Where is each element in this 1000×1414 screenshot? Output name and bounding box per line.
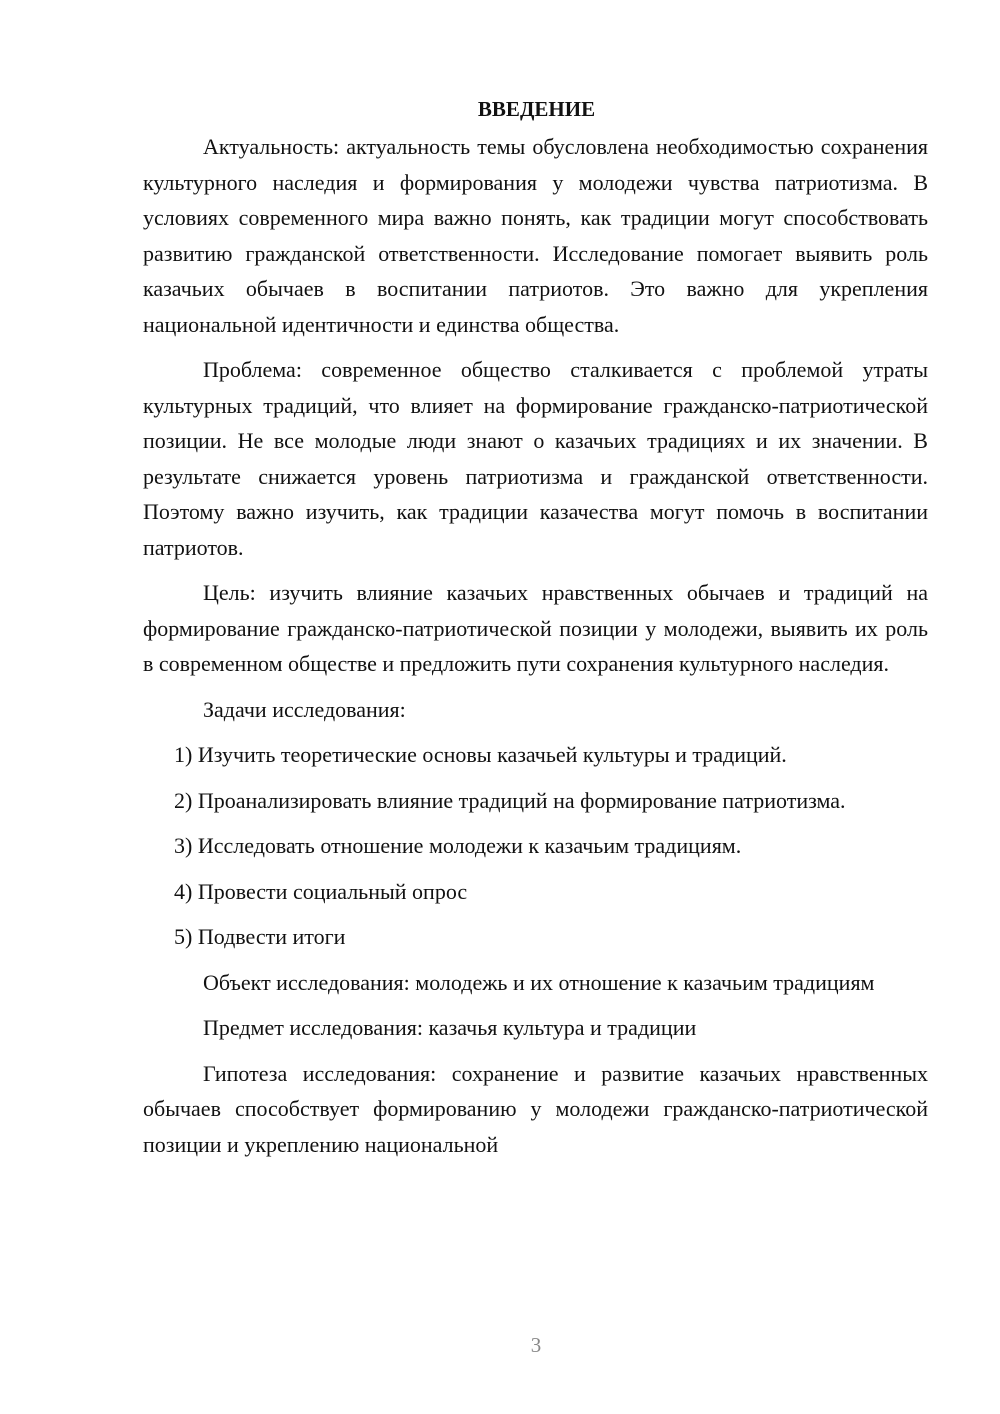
task-item-2: 2) Проанализировать влияние традиций на формирование патриотизма. [174, 787, 846, 813]
document-page [143, 92, 928, 1172]
task-item-1: 1) Изучить теоретические основы казачьей культуры и традиций. [174, 742, 787, 767]
paragraph-subject: Предмет исследования: казачья культура и традиции [203, 1015, 697, 1040]
paragraph-object: Объект исследования: молодежь и их отношение к казачьим традициям [203, 969, 875, 995]
section-heading: ВВЕДЕНИЕ [477, 97, 596, 121]
paragraph-hypothesis: Гипотеза исследования: сохранение и развитие казачьих нравственных обычаев способствует формированию у молодежи гражданско-патриотической позиции и укреплению национальной [143, 1060, 928, 1157]
paragraph-goal: Цель: изучить влияние казачьих нравственных обычаев и традиций на формирование гражданско-патриотической позиции у молодежи, выявить их роль в современном обществе и предложить пути сохранения культурного наследия. [143, 580, 928, 676]
task-item-5: 5) Подвести итоги [174, 924, 346, 949]
task-item-3: 3) Исследовать отношение молодежи к казачьим традициям. [174, 833, 742, 858]
paragraph-relevance: Актуальность: актуальность темы обусловлена необходимостью сохранения культурного наследия и формирования у молодежи чувства патриотизма. В условиях современного мира важно понять, как традиции могут способствовать развитию гражданской ответственности. Исследование помогает выявить роль казачьих обычаев в воспитании патриотов. Это важно для укрепления национальной идентичности и единства общества. [143, 134, 928, 337]
task-item-4: 4) Провести социальный опрос [174, 878, 468, 904]
tasks-label: Задачи исследования: [203, 696, 406, 722]
paragraph-problem: Проблема: современное общество сталкивается с проблемой утраты культурных традиций, что влияет на формирование гражданско-патриотической позиции. Не все молодые люди знают о казачьих традициях и их значении. В результате снижается уровень патриотизма и гражданской ответственности. Поэтому важно изучить, как традиции казачества могут помочь в воспитании патриотов. [143, 357, 928, 560]
page-number: 3 [530, 1333, 542, 1357]
